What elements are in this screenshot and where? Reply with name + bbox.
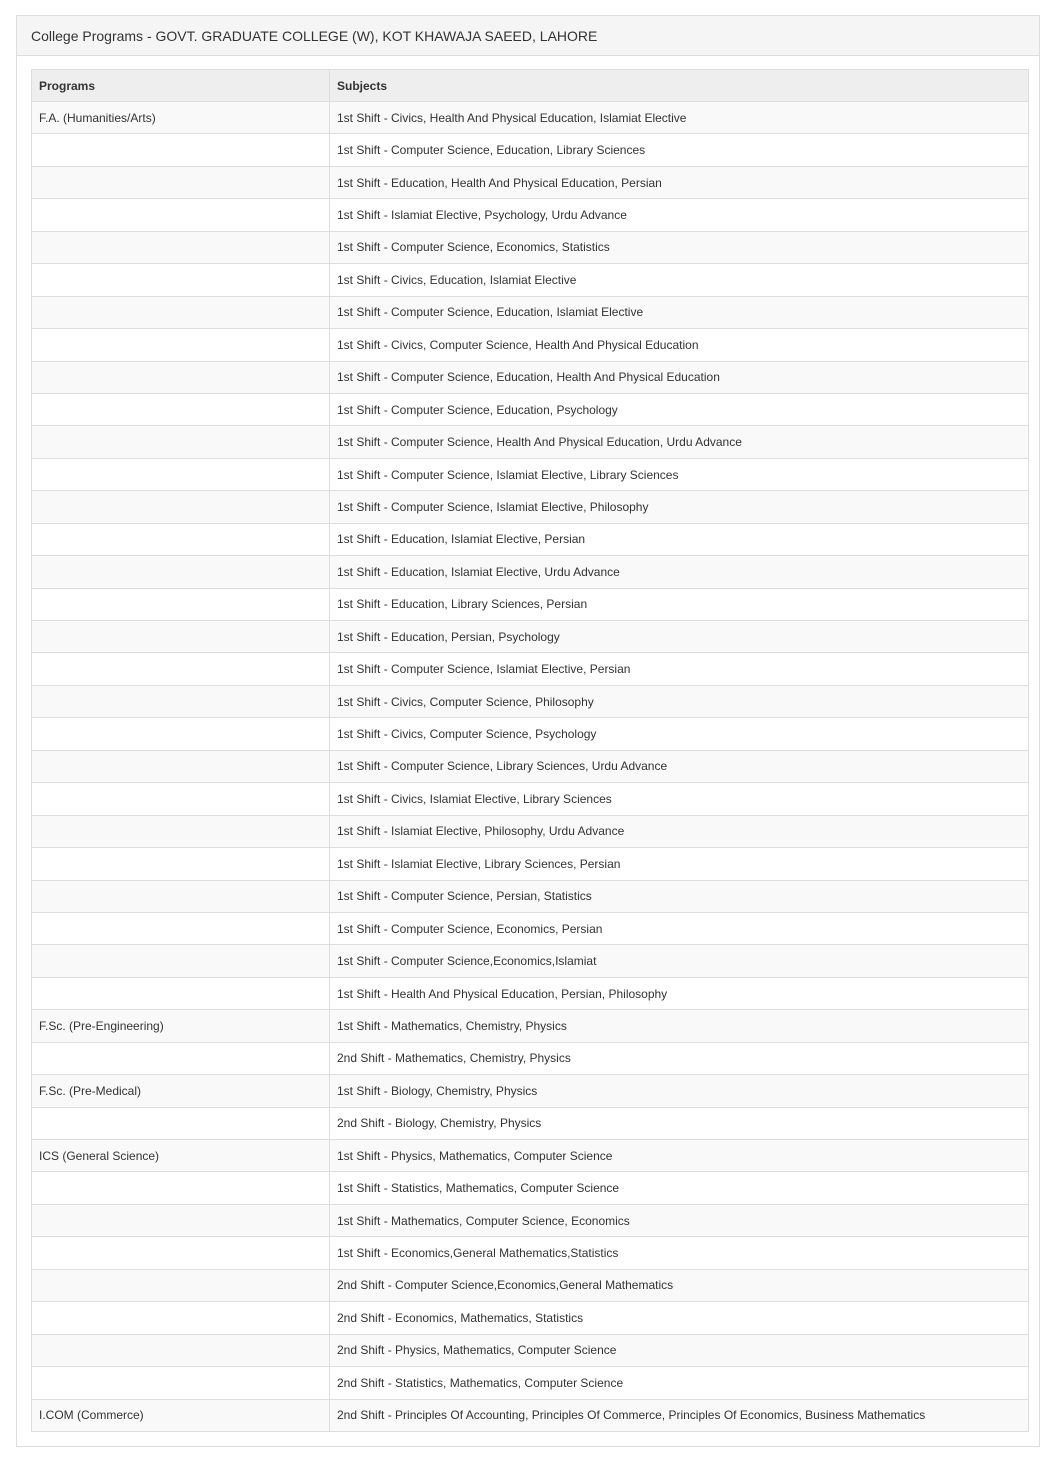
college-programs-panel bbox=[16, 15, 1040, 1447]
program-cell bbox=[32, 912, 330, 944]
program-cell bbox=[32, 329, 330, 361]
table-row bbox=[32, 199, 1029, 231]
table-row bbox=[32, 491, 1029, 523]
table-row bbox=[32, 1269, 1029, 1301]
table-row bbox=[32, 1237, 1029, 1269]
table-row bbox=[32, 393, 1029, 425]
subjects-cell: 1st Shift - Education, Persian, Psychology bbox=[330, 621, 1029, 653]
program-cell bbox=[32, 1042, 330, 1074]
subjects-cell: 1st Shift - Education, Islamiat Elective, Urdu Advance bbox=[330, 556, 1029, 588]
program-cell: ICS (General Science) bbox=[32, 1140, 330, 1172]
table-row bbox=[32, 426, 1029, 458]
subjects-cell: 1st Shift - Education, Library Sciences, Persian bbox=[330, 588, 1029, 620]
subjects-cell: 1st Shift - Computer Science, Education, Health And Physical Education bbox=[330, 361, 1029, 393]
program-cell bbox=[32, 1172, 330, 1204]
table-row bbox=[32, 1204, 1029, 1236]
table-row bbox=[32, 815, 1029, 847]
subjects-cell: 1st Shift - Computer Science, Islamiat Elective, Philosophy bbox=[330, 491, 1029, 523]
program-cell: F.Sc. (Pre-Engineering) bbox=[32, 1010, 330, 1042]
program-cell bbox=[32, 1302, 330, 1334]
program-cell bbox=[32, 685, 330, 717]
program-cell bbox=[32, 264, 330, 296]
table-row bbox=[32, 621, 1029, 653]
panel-title: College Programs - GOVT. GRADUATE COLLEGE (W), KOT KHAWAJA SAEED, LAHORE bbox=[31, 27, 598, 44]
program-cell bbox=[32, 556, 330, 588]
table-row bbox=[32, 685, 1029, 717]
table-body bbox=[32, 102, 1029, 1432]
subjects-cell: 1st Shift - Civics, Computer Science, Psychology bbox=[330, 718, 1029, 750]
program-cell bbox=[32, 458, 330, 490]
table-row bbox=[32, 588, 1029, 620]
program-cell bbox=[32, 653, 330, 685]
program-cell: F.Sc. (Pre-Medical) bbox=[32, 1075, 330, 1107]
program-cell bbox=[32, 361, 330, 393]
table-row bbox=[32, 523, 1029, 555]
table-row bbox=[32, 783, 1029, 815]
subjects-column-header: Subjects bbox=[330, 70, 1029, 102]
table-row bbox=[32, 361, 1029, 393]
table-row bbox=[32, 1042, 1029, 1074]
table-row bbox=[32, 718, 1029, 750]
table-row bbox=[32, 653, 1029, 685]
program-cell bbox=[32, 1107, 330, 1139]
program-cell bbox=[32, 1334, 330, 1366]
program-cell bbox=[32, 166, 330, 198]
program-cell bbox=[32, 945, 330, 977]
subjects-cell: 1st Shift - Statistics, Mathematics, Computer Science bbox=[330, 1172, 1029, 1204]
programs-table bbox=[31, 69, 1029, 1432]
subjects-cell: 1st Shift - Economics,General Mathematics,Statistics bbox=[330, 1237, 1029, 1269]
program-cell bbox=[32, 1237, 330, 1269]
table-row bbox=[32, 556, 1029, 588]
table-row bbox=[32, 1334, 1029, 1366]
table-row bbox=[32, 231, 1029, 263]
programs-column-header: Programs bbox=[32, 70, 330, 102]
subjects-cell: 1st Shift - Computer Science, Education, Library Sciences bbox=[330, 134, 1029, 166]
table-row bbox=[32, 912, 1029, 944]
subjects-cell: 1st Shift - Mathematics, Computer Science, Economics bbox=[330, 1204, 1029, 1236]
table-row bbox=[32, 1075, 1029, 1107]
subjects-cell: 1st Shift - Mathematics, Chemistry, Physics bbox=[330, 1010, 1029, 1042]
subjects-cell: 1st Shift - Health And Physical Education, Persian, Philosophy bbox=[330, 977, 1029, 1009]
program-cell bbox=[32, 426, 330, 458]
header-row bbox=[32, 70, 1029, 102]
table-row bbox=[32, 1172, 1029, 1204]
program-cell bbox=[32, 491, 330, 523]
subjects-cell: 2nd Shift - Mathematics, Chemistry, Physics bbox=[330, 1042, 1029, 1074]
table-row bbox=[32, 945, 1029, 977]
subjects-cell: 1st Shift - Civics, Computer Science, Health And Physical Education bbox=[330, 329, 1029, 361]
program-cell bbox=[32, 296, 330, 328]
program-cell bbox=[32, 783, 330, 815]
subjects-cell: 1st Shift - Education, Islamiat Elective, Persian bbox=[330, 523, 1029, 555]
subjects-cell: 1st Shift - Computer Science, Library Sciences, Urdu Advance bbox=[330, 750, 1029, 782]
program-cell bbox=[32, 523, 330, 555]
program-cell bbox=[32, 134, 330, 166]
program-cell bbox=[32, 977, 330, 1009]
subjects-cell: 1st Shift - Islamiat Elective, Psychology, Urdu Advance bbox=[330, 199, 1029, 231]
subjects-cell: 1st Shift - Civics, Islamiat Elective, Library Sciences bbox=[330, 783, 1029, 815]
table-row bbox=[32, 1107, 1029, 1139]
program-cell: F.A. (Humanities/Arts) bbox=[32, 102, 330, 134]
program-cell bbox=[32, 815, 330, 847]
table-row bbox=[32, 102, 1029, 134]
program-cell bbox=[32, 1367, 330, 1399]
program-cell bbox=[32, 621, 330, 653]
table-row bbox=[32, 880, 1029, 912]
subjects-cell: 1st Shift - Education, Health And Physical Education, Persian bbox=[330, 166, 1029, 198]
subjects-cell: 1st Shift - Computer Science, Islamiat Elective, Persian bbox=[330, 653, 1029, 685]
table-header bbox=[32, 70, 1029, 102]
subjects-cell: 2nd Shift - Physics, Mathematics, Computer Science bbox=[330, 1334, 1029, 1366]
subjects-cell: 1st Shift - Computer Science,Economics,Islamiat bbox=[330, 945, 1029, 977]
program-cell bbox=[32, 231, 330, 263]
subjects-cell: 1st Shift - Computer Science, Persian, Statistics bbox=[330, 880, 1029, 912]
program-cell bbox=[32, 1204, 330, 1236]
subjects-cell: 1st Shift - Computer Science, Education, Psychology bbox=[330, 393, 1029, 425]
table-row bbox=[32, 750, 1029, 782]
table-row bbox=[32, 1010, 1029, 1042]
subjects-cell: 1st Shift - Civics, Computer Science, Philosophy bbox=[330, 685, 1029, 717]
subjects-cell: 1st Shift - Civics, Education, Islamiat Elective bbox=[330, 264, 1029, 296]
subjects-cell: 1st Shift - Islamiat Elective, Philosophy, Urdu Advance bbox=[330, 815, 1029, 847]
table-row bbox=[32, 329, 1029, 361]
table-row bbox=[32, 1367, 1029, 1399]
table-row bbox=[32, 977, 1029, 1009]
subjects-cell: 1st Shift - Islamiat Elective, Library Sciences, Persian bbox=[330, 848, 1029, 880]
table-row bbox=[32, 296, 1029, 328]
subjects-cell: 1st Shift - Computer Science, Islamiat Elective, Library Sciences bbox=[330, 458, 1029, 490]
table-row bbox=[32, 848, 1029, 880]
program-cell bbox=[32, 880, 330, 912]
subjects-cell: 1st Shift - Biology, Chemistry, Physics bbox=[330, 1075, 1029, 1107]
subjects-cell: 1st Shift - Physics, Mathematics, Computer Science bbox=[330, 1140, 1029, 1172]
subjects-cell: 2nd Shift - Statistics, Mathematics, Computer Science bbox=[330, 1367, 1029, 1399]
program-cell bbox=[32, 750, 330, 782]
subjects-cell: 2nd Shift - Economics, Mathematics, Statistics bbox=[330, 1302, 1029, 1334]
subjects-cell: 1st Shift - Civics, Health And Physical Education, Islamiat Elective bbox=[330, 102, 1029, 134]
subjects-cell: 1st Shift - Computer Science, Economics, Statistics bbox=[330, 231, 1029, 263]
program-cell bbox=[32, 718, 330, 750]
program-cell bbox=[32, 1269, 330, 1301]
panel-body bbox=[17, 56, 1039, 1432]
program-cell bbox=[32, 588, 330, 620]
table-row bbox=[32, 264, 1029, 296]
table-row bbox=[32, 134, 1029, 166]
table-row bbox=[32, 166, 1029, 198]
table-row bbox=[32, 1140, 1029, 1172]
subjects-cell: 1st Shift - Computer Science, Education, Islamiat Elective bbox=[330, 296, 1029, 328]
subjects-cell: 2nd Shift - Biology, Chemistry, Physics bbox=[330, 1107, 1029, 1139]
subjects-cell: 2nd Shift - Computer Science,Economics,General Mathematics bbox=[330, 1269, 1029, 1301]
program-cell: I.COM (Commerce) bbox=[32, 1399, 330, 1431]
subjects-cell: 1st Shift - Computer Science, Economics, Persian bbox=[330, 912, 1029, 944]
program-cell bbox=[32, 393, 330, 425]
table-row bbox=[32, 1399, 1029, 1431]
table-row bbox=[32, 1302, 1029, 1334]
program-cell bbox=[32, 199, 330, 231]
table-row bbox=[32, 458, 1029, 490]
subjects-cell: 1st Shift - Computer Science, Health And Physical Education, Urdu Advance bbox=[330, 426, 1029, 458]
program-cell bbox=[32, 848, 330, 880]
panel-heading bbox=[17, 16, 1039, 56]
subjects-cell: 2nd Shift - Principles Of Accounting, Principles Of Commerce, Principles Of Economics, Business Mathematics bbox=[330, 1399, 1029, 1431]
